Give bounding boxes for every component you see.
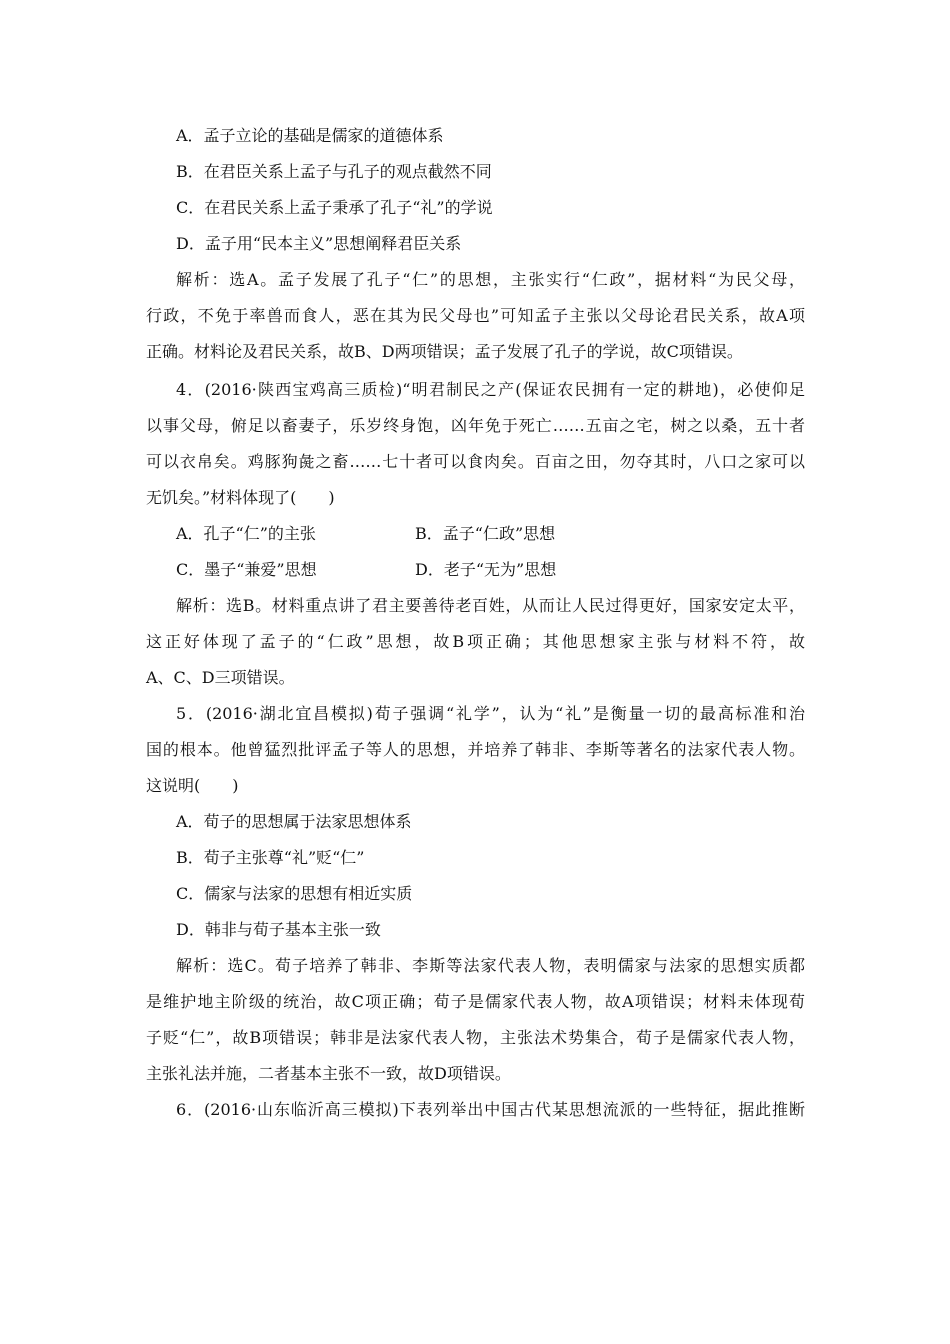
q5-option-b: B．荀子主张尊“礼”贬“仁” bbox=[176, 848, 365, 867]
q5-option-c: C．儒家与法家的思想有相近实质 bbox=[176, 884, 413, 903]
q3-analysis-line-1: 解析：选A。孟子发展了孔子“仁”的思想，主张实行“仁政”，据材料“为民父母， bbox=[176, 270, 805, 289]
q6-stem-line-1: 6．(2016·山东临沂高三模拟)下表列举出中国古代某思想流派的一些特征，据此推断 bbox=[176, 1100, 805, 1119]
q4-analysis-line-2: 这正好体现了孟子的“仁政”思想，故B项正确；其他思想家主张与材料不符，故 bbox=[146, 632, 805, 651]
q4-stem-line-1: 4．(2016·陕西宝鸡高三质检)“明君制民之产(保证农民拥有一定的耕地)，必使仰足 bbox=[176, 380, 805, 399]
q3-option-b: B．在君臣关系上孟子与孔子的观点截然不同 bbox=[176, 162, 492, 181]
q4-option-c: C．墨子“兼爱”思想 bbox=[176, 560, 317, 579]
q3-option-c: C．在君民关系上孟子秉承了孔子“礼”的学说 bbox=[176, 198, 493, 217]
q4-option-d: D．老子“无为”思想 bbox=[415, 560, 557, 579]
q3-option-a: A．孟子立论的基础是儒家的道德体系 bbox=[176, 126, 444, 145]
q5-analysis-line-3: 子贬“仁”，故B项错误；韩非是法家代表人物，主张法术势集合，荀子是儒家代表人物， bbox=[146, 1028, 805, 1047]
q4-option-a: A．孔子“仁”的主张 bbox=[176, 524, 316, 543]
q5-stem-line-2: 国的根本。他曾猛烈批评孟子等人的思想，并培养了韩非、李斯等著名的法家代表人物。 bbox=[146, 740, 805, 759]
q3-analysis-line-3: 正确。材料论及君民关系，故B、D两项错误；孟子发展了孔子的学说，故C项错误。 bbox=[146, 342, 743, 361]
q5-option-a: A．荀子的思想属于法家思想体系 bbox=[176, 812, 412, 831]
q4-stem-line-2: 以事父母，俯足以畜妻子，乐岁终身饱，凶年免于死亡……五亩之宅，树之以桑，五十者 bbox=[146, 416, 805, 435]
q5-stem-line-1: 5．(2016·湖北宜昌模拟)荀子强调“礼学”，认为“礼”是衡量一切的最高标准和治 bbox=[176, 704, 805, 723]
q3-option-d: D．孟子用“民本主义”思想阐释君臣关系 bbox=[176, 234, 462, 253]
q5-analysis-line-2: 是维护地主阶级的统治，故C项正确；荀子是儒家代表人物，故A项错误；材料未体现荀 bbox=[146, 992, 805, 1011]
q4-stem-line-3: 可以衣帛矣。鸡豚狗彘之畜……七十者可以食肉矣。百亩之田，勿夺其时，八口之家可以 bbox=[146, 452, 805, 471]
q5-analysis-line-4: 主张礼法并施，二者基本主张不一致，故D项错误。 bbox=[146, 1064, 511, 1083]
q5-option-d: D．韩非与荀子基本主张一致 bbox=[176, 920, 381, 939]
q4-analysis-line-3: A、C、D三项错误。 bbox=[146, 668, 295, 687]
q4-analysis-line-1: 解析：选B。材料重点讲了君主要善待老百姓，从而让人民过得更好，国家安定太平， bbox=[176, 596, 805, 615]
q5-stem-line-3: 这说明( ) bbox=[146, 776, 239, 795]
q3-analysis-line-2: 行政，不免于率兽而食人，恶在其为民父母也”可知孟子主张以父母论君民关系，故A项 bbox=[146, 306, 805, 325]
q4-option-b: B．孟子“仁政”思想 bbox=[415, 524, 556, 543]
q5-analysis-line-1: 解析：选C。荀子培养了韩非、李斯等法家代表人物，表明儒家与法家的思想实质都 bbox=[176, 956, 805, 975]
q4-stem-line-4: 无饥矣。”材料体现了( ) bbox=[146, 488, 335, 507]
